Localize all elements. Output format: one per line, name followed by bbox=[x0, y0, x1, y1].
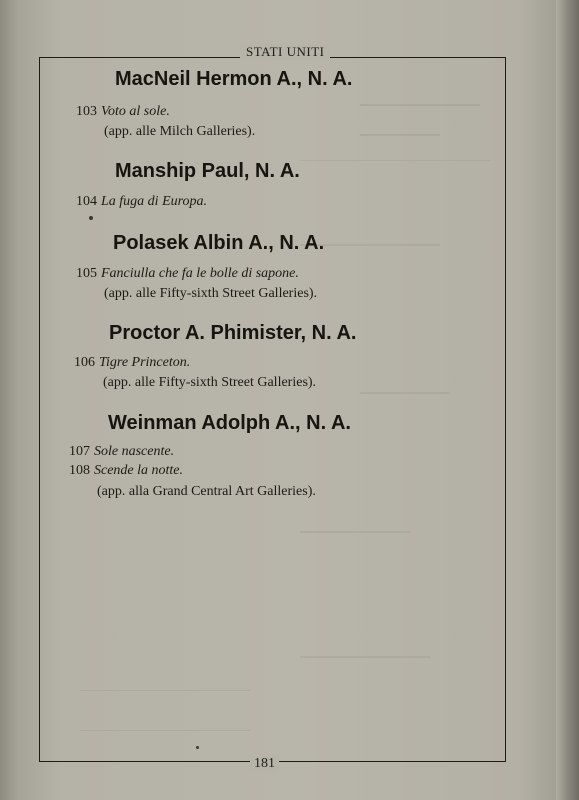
running-title: STATI UNITI bbox=[240, 44, 330, 60]
ink-speck bbox=[196, 746, 199, 749]
gallery-note: (app. alle Fifty-sixth Street Galleries). bbox=[103, 375, 317, 390]
artist-name: Polasek Albin A., N. A. bbox=[113, 232, 325, 254]
entry-number: 104 bbox=[76, 194, 97, 209]
catalog-entry bbox=[76, 266, 299, 282]
entry-title: Sole nascente. bbox=[94, 444, 175, 459]
entry-title: Voto al sole. bbox=[101, 104, 170, 119]
gallery-note: (app. alle Fifty-sixth Street Galleries). bbox=[104, 286, 318, 301]
ink-speck bbox=[89, 216, 93, 220]
gallery-note: (app. alle Milch Galleries). bbox=[104, 124, 256, 139]
entry-number: 106 bbox=[74, 355, 95, 370]
catalog-entry bbox=[76, 194, 207, 210]
gallery-note: (app. alla Grand Central Art Galleries). bbox=[97, 484, 316, 499]
entry-number: 108 bbox=[69, 463, 90, 478]
entry-title: Fanciulla che fa le bolle di sapone. bbox=[101, 266, 299, 281]
artist-name: Proctor A. Phimister, N. A. bbox=[109, 322, 357, 344]
entry-title: Scende la notte. bbox=[94, 463, 184, 478]
catalog-entry bbox=[74, 355, 190, 371]
entry-number: 105 bbox=[76, 266, 97, 281]
entry-title: La fuga di Europa. bbox=[101, 194, 208, 209]
artist-name: MacNeil Hermon A., N. A. bbox=[115, 68, 353, 90]
artist-name: Weinman Adolph A., N. A. bbox=[108, 412, 351, 434]
artist-name: Manship Paul, N. A. bbox=[115, 160, 300, 182]
page-edge bbox=[556, 0, 579, 800]
entry-number: 107 bbox=[69, 444, 90, 459]
entry-number: 103 bbox=[76, 104, 97, 119]
catalog-entry bbox=[69, 444, 174, 460]
catalog-entry bbox=[76, 104, 170, 120]
catalog-entry bbox=[69, 463, 183, 479]
page-number: 181 bbox=[250, 756, 279, 772]
entry-title: Tigre Princeton. bbox=[99, 355, 191, 370]
